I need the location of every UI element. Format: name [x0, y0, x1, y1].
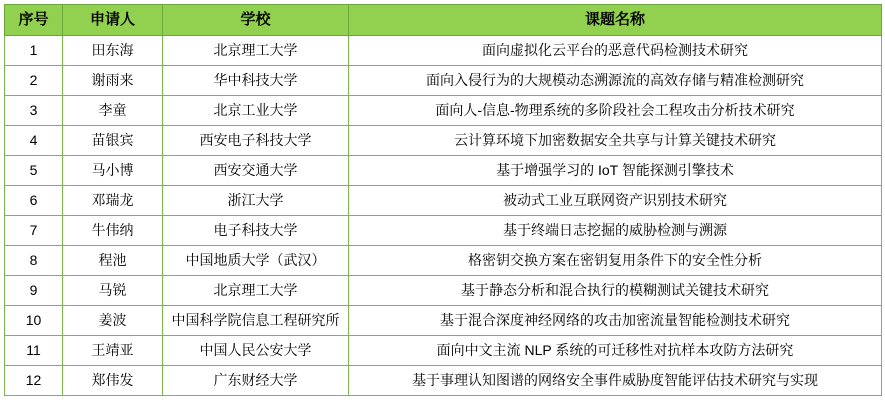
cell-topic: 面向入侵行为的大规模动态溯源流的高效存储与精准检测研究 — [349, 66, 882, 96]
table-row — [5, 246, 882, 276]
cell-topic: 面向人-信息-物理系统的多阶段社会工程攻击分析技术研究 — [349, 96, 882, 126]
cell-topic: 被动式工业互联网资产识别技术研究 — [349, 186, 882, 216]
cell-school: 中国人民公安大学 — [163, 336, 349, 366]
cell-school: 北京工业大学 — [163, 96, 349, 126]
cell-school: 中国地质大学（武汉） — [163, 246, 349, 276]
cell-index: 7 — [5, 216, 63, 246]
cell-applicant: 王靖亚 — [63, 336, 163, 366]
column-header-topic: 课题名称 — [349, 5, 882, 36]
table-body — [5, 36, 882, 396]
project-list-table — [4, 4, 882, 396]
cell-topic: 面向虚拟化云平台的恶意代码检测技术研究 — [349, 36, 882, 66]
cell-applicant: 谢雨来 — [63, 66, 163, 96]
cell-applicant: 田东海 — [63, 36, 163, 66]
table-row — [5, 186, 882, 216]
cell-applicant: 程池 — [63, 246, 163, 276]
cell-index: 8 — [5, 246, 63, 276]
cell-topic: 基于终端日志挖掘的威胁检测与溯源 — [349, 216, 882, 246]
cell-school: 西安电子科技大学 — [163, 126, 349, 156]
column-header-index: 序号 — [5, 5, 63, 36]
cell-school: 广东财经大学 — [163, 366, 349, 396]
cell-index: 2 — [5, 66, 63, 96]
cell-applicant: 郑伟发 — [63, 366, 163, 396]
cell-index: 10 — [5, 306, 63, 336]
cell-index: 4 — [5, 126, 63, 156]
cell-school: 浙江大学 — [163, 186, 349, 216]
cell-topic: 格密钥交换方案在密钥复用条件下的安全性分析 — [349, 246, 882, 276]
table-row — [5, 216, 882, 246]
table-row — [5, 156, 882, 186]
table-row — [5, 36, 882, 66]
cell-school: 北京理工大学 — [163, 276, 349, 306]
cell-topic: 云计算环境下加密数据安全共享与计算关键技术研究 — [349, 126, 882, 156]
cell-index: 3 — [5, 96, 63, 126]
cell-index: 6 — [5, 186, 63, 216]
cell-topic: 基于静态分析和混合执行的模糊测试关键技术研究 — [349, 276, 882, 306]
cell-applicant: 马锐 — [63, 276, 163, 306]
cell-index: 12 — [5, 366, 63, 396]
cell-topic: 基于增强学习的 IoT 智能探测引擎技术 — [349, 156, 882, 186]
cell-applicant: 牛伟纳 — [63, 216, 163, 246]
cell-applicant: 姜波 — [63, 306, 163, 336]
cell-applicant: 李童 — [63, 96, 163, 126]
table-row — [5, 96, 882, 126]
table-row — [5, 66, 882, 96]
cell-index: 1 — [5, 36, 63, 66]
cell-topic: 基于混合深度神经网络的攻击加密流量智能检测技术研究 — [349, 306, 882, 336]
cell-school: 北京理工大学 — [163, 36, 349, 66]
cell-index: 11 — [5, 336, 63, 366]
cell-school: 电子科技大学 — [163, 216, 349, 246]
cell-school: 西安交通大学 — [163, 156, 349, 186]
cell-school: 华中科技大学 — [163, 66, 349, 96]
table-header — [5, 5, 882, 36]
table-header-row — [5, 5, 882, 36]
table-row — [5, 276, 882, 306]
cell-topic: 基于事理认知图谱的网络安全事件威胁度智能评估技术研究与实现 — [349, 366, 882, 396]
cell-topic: 面向中文主流 NLP 系统的可迁移性对抗样本攻防方法研究 — [349, 336, 882, 366]
cell-applicant: 马小博 — [63, 156, 163, 186]
table-row — [5, 126, 882, 156]
column-header-applicant: 申请人 — [63, 5, 163, 36]
cell-applicant: 苗银宾 — [63, 126, 163, 156]
cell-index: 9 — [5, 276, 63, 306]
table-row — [5, 366, 882, 396]
table-row — [5, 306, 882, 336]
table-row — [5, 336, 882, 366]
cell-applicant: 邓瑞龙 — [63, 186, 163, 216]
column-header-school: 学校 — [163, 5, 349, 36]
cell-index: 5 — [5, 156, 63, 186]
cell-school: 中国科学院信息工程研究所 — [163, 306, 349, 336]
